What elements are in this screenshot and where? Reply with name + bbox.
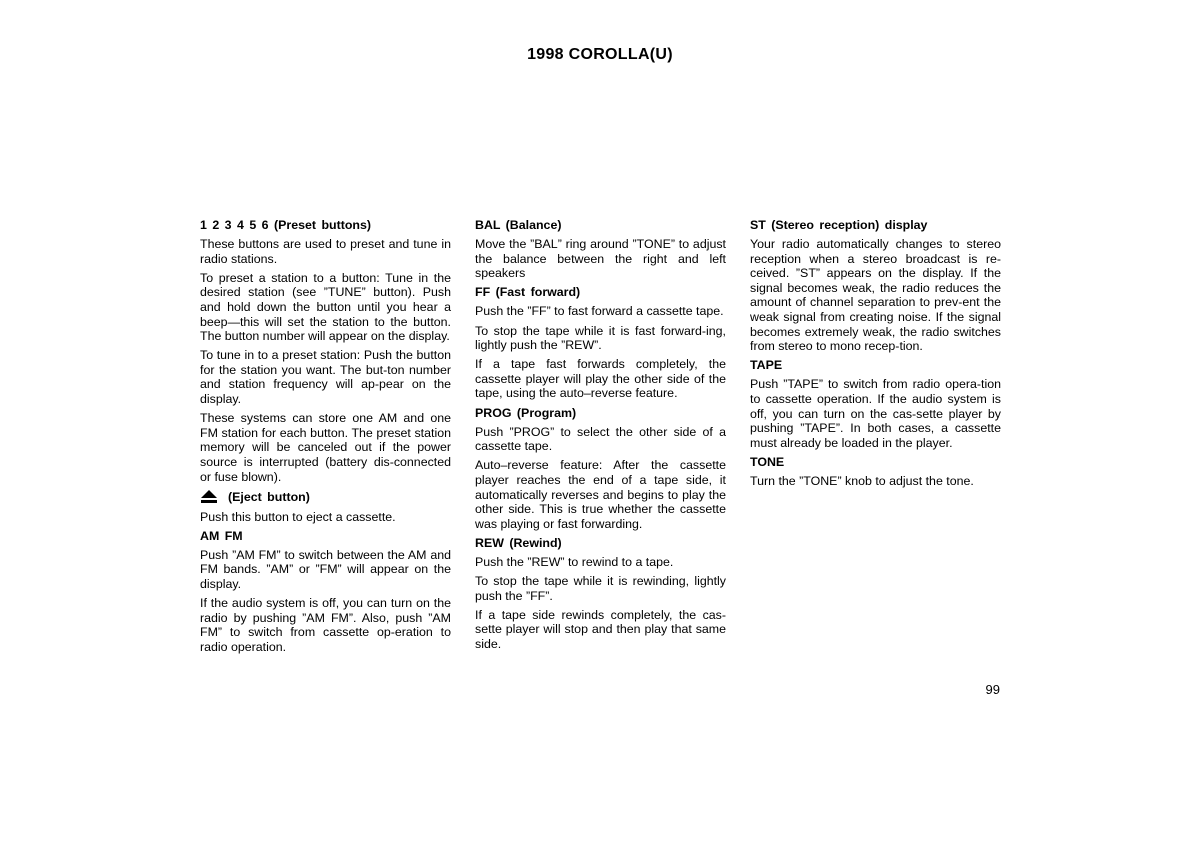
eject-icon-graphic [200, 490, 218, 504]
balance-paragraph-1: Move the ”BAL” ring around ”TONE” to adjust the balance between the right and left speakers [475, 237, 726, 281]
preset-paragraph-1: These buttons are used to preset and tune in radio stations. [200, 237, 451, 266]
program-paragraph-2: Auto–reverse feature: After the cassette player reaches the end of a tape side, it automatically reverses and begins to play the other side. This is true whether the cassette was playing or fast forwarding. [475, 458, 726, 531]
rewind-paragraph-1: Push the ”REW” to rewind to a tape. [475, 554, 674, 569]
column-right [750, 218, 1001, 493]
preset-buttons-heading: 1 2 3 4 5 6 (Preset buttons) [200, 218, 372, 232]
program-paragraph-1: Push ”PROG” to select the other side of a cassette tape. [475, 424, 726, 454]
am-fm-paragraph-1: Push ”AM FM” to switch between the AM and FM bands. ”AM” or ”FM” will appear on the display. [200, 547, 451, 592]
page-title: 1998 COROLLA(U) [527, 46, 673, 63]
stereo-display-heading: ST (Stereo reception) display [750, 218, 928, 232]
stereo-display-paragraph-1: Your radio automatically changes to stereo reception when a stereo broadcast is re-ceived. ”ST” appears on the display. If the signal becomes weak, the radio reduces the amount of channel separation to prev-ent the weak signal from creating noise. If the signal becomes extremely weak, the radio switches from stereo to mono recep-tion. [750, 237, 1001, 354]
eject-heading-label: (Eject button) [228, 490, 310, 505]
preset-paragraph-2: To preset a station to a button: Tune in the desired station (see ”TUNE” button). Push and hold down the button until you hear a beep—this will set the station to the button. The button number will appear on the display. [200, 270, 451, 344]
tone-paragraph-1: Turn the ”TONE” knob to adjust the tone. [750, 474, 974, 488]
rewind-paragraph-2: To stop the tape while it is rewinding, lightly push the ”FF”. [475, 573, 726, 603]
page-number: 99 [985, 682, 1000, 697]
am-fm-heading: AM FM [200, 528, 243, 543]
fast-forward-heading: FF (Fast forward) [475, 285, 581, 300]
eject-paragraph-1: Push this button to eject a cassette. [200, 509, 396, 524]
fast-forward-paragraph-2: To stop the tape while it is fast forward-ing, lightly push the ”REW”. [475, 323, 726, 353]
tone-heading: TONE [750, 454, 785, 469]
preset-paragraph-4: These systems can store one AM and one FM station for each button. The preset station memory will be canceled out if the power source is interrupted (battery dis-connected or fuse blown). [200, 411, 451, 484]
fast-forward-paragraph-3: If a tape fast forwards completely, the cassette player will play the other side of the tape, using the auto–reverse feature. [475, 357, 726, 401]
fast-forward-paragraph-1: Push the ”FF” to fast forward a cassette tape. [475, 304, 724, 319]
preset-paragraph-3: To tune in to a preset station: Push the button for the station you want. The but-ton number and station frequency will ap-pear on the display. [200, 348, 451, 407]
tape-paragraph-1: Push ”TAPE” to switch from radio opera-tion to cassette operation. If the audio system is off, you can turn on the cas-sette player by pushing ”TAPE”. In both cases, a cassette must already be loaded in the player. [750, 377, 1001, 450]
column-left [200, 218, 451, 659]
tape-heading: TAPE [750, 358, 783, 373]
eject-icon [200, 490, 218, 504]
eject-button-heading [200, 490, 451, 505]
rewind-heading: REW (Rewind) [475, 535, 562, 550]
program-heading: PROG (Program) [475, 405, 577, 420]
am-fm-paragraph-2: If the audio system is off, you can turn on the radio by pushing ”AM FM”. Also, push ”AM FM” to switch from cassette op-eration to radio operation. [200, 596, 451, 654]
column-middle [475, 218, 726, 656]
balance-heading: BAL (Balance) [475, 218, 562, 232]
rewind-paragraph-3: If a tape side rewinds completely, the cas-sette player will stop and then play that same side. [475, 607, 726, 651]
